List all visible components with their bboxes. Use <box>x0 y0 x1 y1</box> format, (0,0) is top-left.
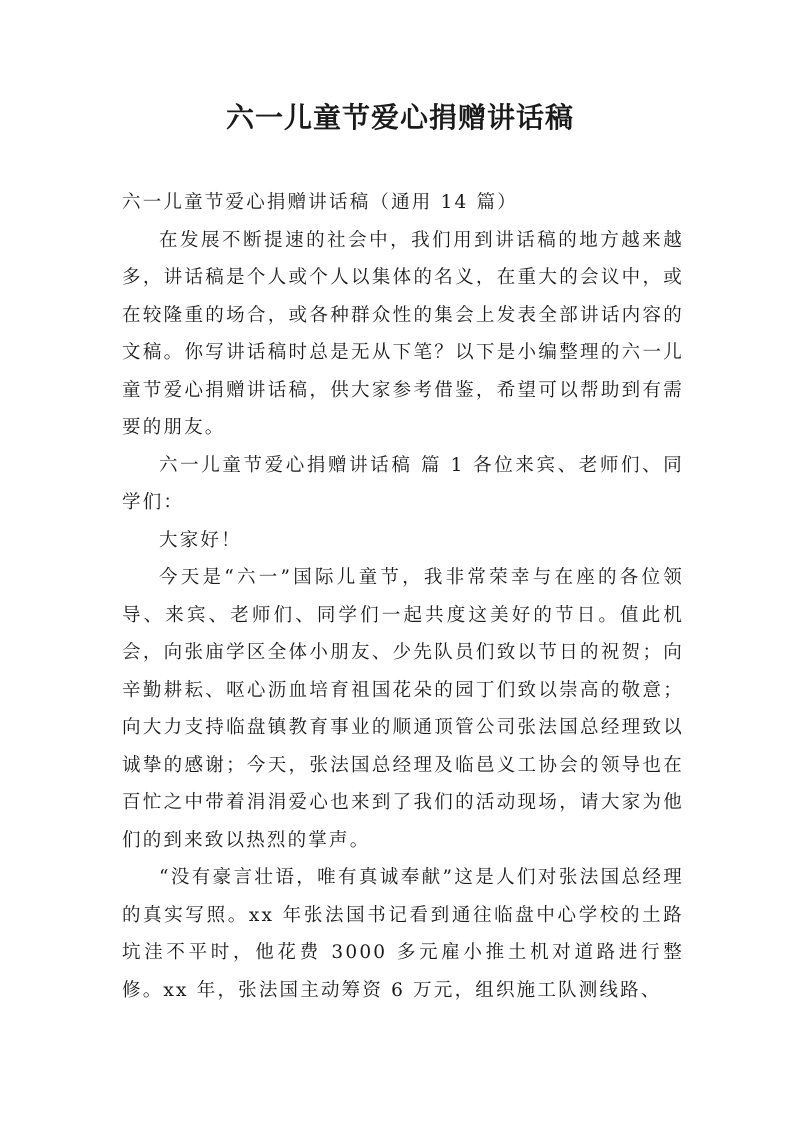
document-subtitle: 六一儿童节爱心捐赠讲话稿（通用 14 篇） <box>122 192 519 213</box>
document-body <box>122 184 684 1009</box>
document-title: 六一儿童节爱心捐赠讲话稿 <box>225 101 574 134</box>
paragraph-greeting: 大家好！ <box>159 529 242 551</box>
paragraph-intro: 在发展不断提速的社会中，我们用到讲话稿的地方越来越多，讲话稿是个人或个人以集体的名义，在重大的会议中，或在较隆重的场合，或各种群众性的集会上发表全部讲话内容的文稿。你写讲话稿时总是无从下笔？以下是小编整理的六一儿童节爱心捐赠讲话稿，供大家参考借鉴，希望可以帮助到有需要的朋友。 <box>122 229 684 438</box>
paragraph-opening: 今天是“六一”国际儿童节，我非常荣幸与在座的各位领导、来宾、老师们、同学们一起共度这美好的节日。值此机会，向张庙学区全体小朋友、少先队员们致以节日的祝贺；向辛勤耕耘、呕心沥血培育祖国花朵的园丁们致以崇高的敬意；向大力支持临盘镇教育事业的顺通顶管公司张法国总经理致以诚挚的感谢；今天，张法国总经理及临邑义工协会的领导也在百忙之中带着涓涓爱心也来到了我们的活动现场，请大家为他们的到来致以热烈的掌声。 <box>122 567 684 851</box>
paragraph-tribute: “没有豪言壮语，唯有真诚奉献”这是人们对张法国总经理的真实写照。xx 年张法国书记看到通往临盘中心学校的土路坑洼不平时，他花费 3000 多元雇小推土机对道路进行整修。xx 年，张法国主动筹资 6 万元，组织施工队测线路、 <box>122 867 684 1001</box>
paragraph-speech-heading: 六一儿童节爱心捐赠讲话稿 篇 1 各位来宾、老师们、同学们： <box>122 454 684 513</box>
